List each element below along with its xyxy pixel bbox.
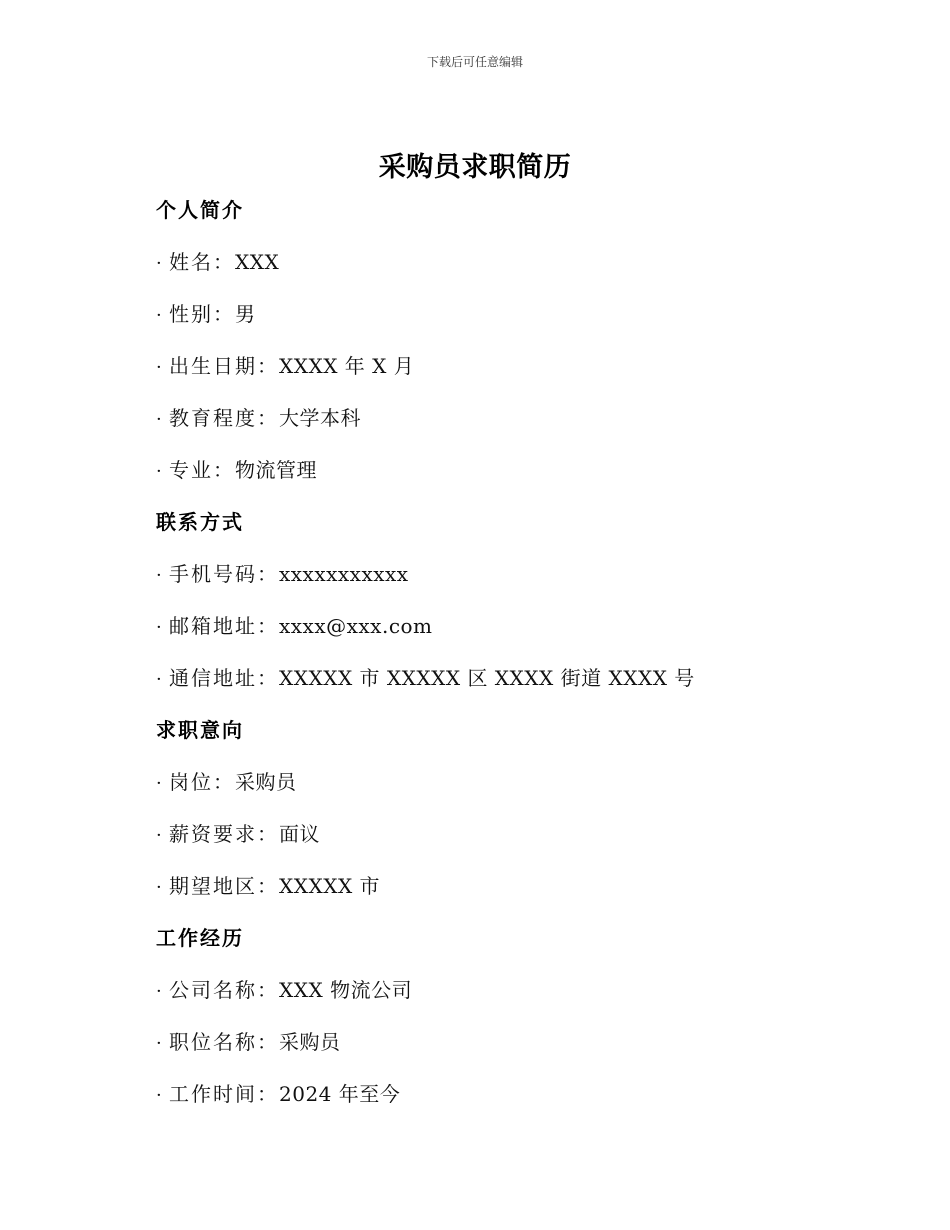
bullet-icon: · <box>156 305 162 326</box>
section-personal-profile <box>156 194 796 486</box>
item-value: 大学本科 <box>279 406 361 430</box>
item-value: XXXX 年 X 月 <box>279 354 415 378</box>
list-item-birth-date <box>156 350 796 382</box>
bullet-icon: · <box>156 669 162 690</box>
list-item-name <box>156 246 796 278</box>
item-label: 专业： <box>169 458 235 482</box>
item-value: XXXXX 市 <box>279 874 381 898</box>
bullet-icon: · <box>156 409 162 430</box>
list-item-region <box>156 870 796 902</box>
item-label: 性别： <box>169 302 235 326</box>
item-value: XXXXX 市 XXXXX 区 XXXX 街道 XXXX 号 <box>279 666 695 690</box>
bullet-icon: · <box>156 981 162 1002</box>
item-label: 邮箱地址： <box>169 614 279 638</box>
bullet-icon: · <box>156 617 162 638</box>
list-item-position <box>156 766 796 798</box>
bullet-icon: · <box>156 565 162 586</box>
bullet-icon: · <box>156 357 162 378</box>
section-heading: 个人简介 <box>156 198 244 222</box>
item-label: 岗位： <box>169 770 235 794</box>
bullet-icon: · <box>156 461 162 482</box>
section-heading: 求职意向 <box>156 718 244 742</box>
list-item-work-period <box>156 1078 796 1110</box>
section-job-intention <box>156 714 796 902</box>
item-value: xxxx@xxx.com <box>279 614 433 638</box>
bullet-icon: · <box>156 825 162 846</box>
list-item-education <box>156 402 796 434</box>
bullet-icon: · <box>156 1085 162 1106</box>
item-label: 通信地址： <box>169 666 279 690</box>
section-heading: 联系方式 <box>156 510 244 534</box>
list-item-salary <box>156 818 796 850</box>
item-label: 出生日期： <box>169 354 279 378</box>
item-value: 面议 <box>279 822 320 846</box>
item-value: XXX 物流公司 <box>279 978 413 1002</box>
bullet-icon: · <box>156 253 162 274</box>
bullet-icon: · <box>156 773 162 794</box>
section-heading: 工作经历 <box>156 926 244 950</box>
section-work-experience <box>156 922 796 1110</box>
item-value: 物流管理 <box>235 458 317 482</box>
list-item-major <box>156 454 796 486</box>
list-item-email <box>156 610 796 642</box>
list-item-gender <box>156 298 796 330</box>
list-item-company <box>156 974 796 1006</box>
section-contact <box>156 506 796 694</box>
item-value: XXX <box>235 250 280 274</box>
list-item-job-title <box>156 1026 796 1058</box>
item-label: 工作时间： <box>169 1082 279 1106</box>
item-value: xxxxxxxxxxx <box>279 562 409 586</box>
item-value: 采购员 <box>235 770 297 794</box>
item-value: 采购员 <box>279 1030 341 1054</box>
item-label: 薪资要求： <box>169 822 279 846</box>
bullet-icon: · <box>156 1033 162 1054</box>
item-label: 职位名称： <box>169 1030 279 1054</box>
item-label: 公司名称： <box>169 978 279 1002</box>
page-title: 采购员求职简历 <box>378 152 572 183</box>
item-label: 手机号码： <box>169 562 279 586</box>
item-value: 男 <box>235 302 256 326</box>
header-note: 下载后可任意编辑 <box>426 55 523 69</box>
bullet-icon: · <box>156 877 162 898</box>
resume-content <box>156 194 796 1110</box>
item-value: 2024 年至今 <box>279 1082 401 1106</box>
item-label: 姓名： <box>169 250 235 274</box>
list-item-phone <box>156 558 796 590</box>
item-label: 期望地区： <box>169 874 279 898</box>
list-item-address <box>156 662 796 694</box>
item-label: 教育程度： <box>169 406 279 430</box>
